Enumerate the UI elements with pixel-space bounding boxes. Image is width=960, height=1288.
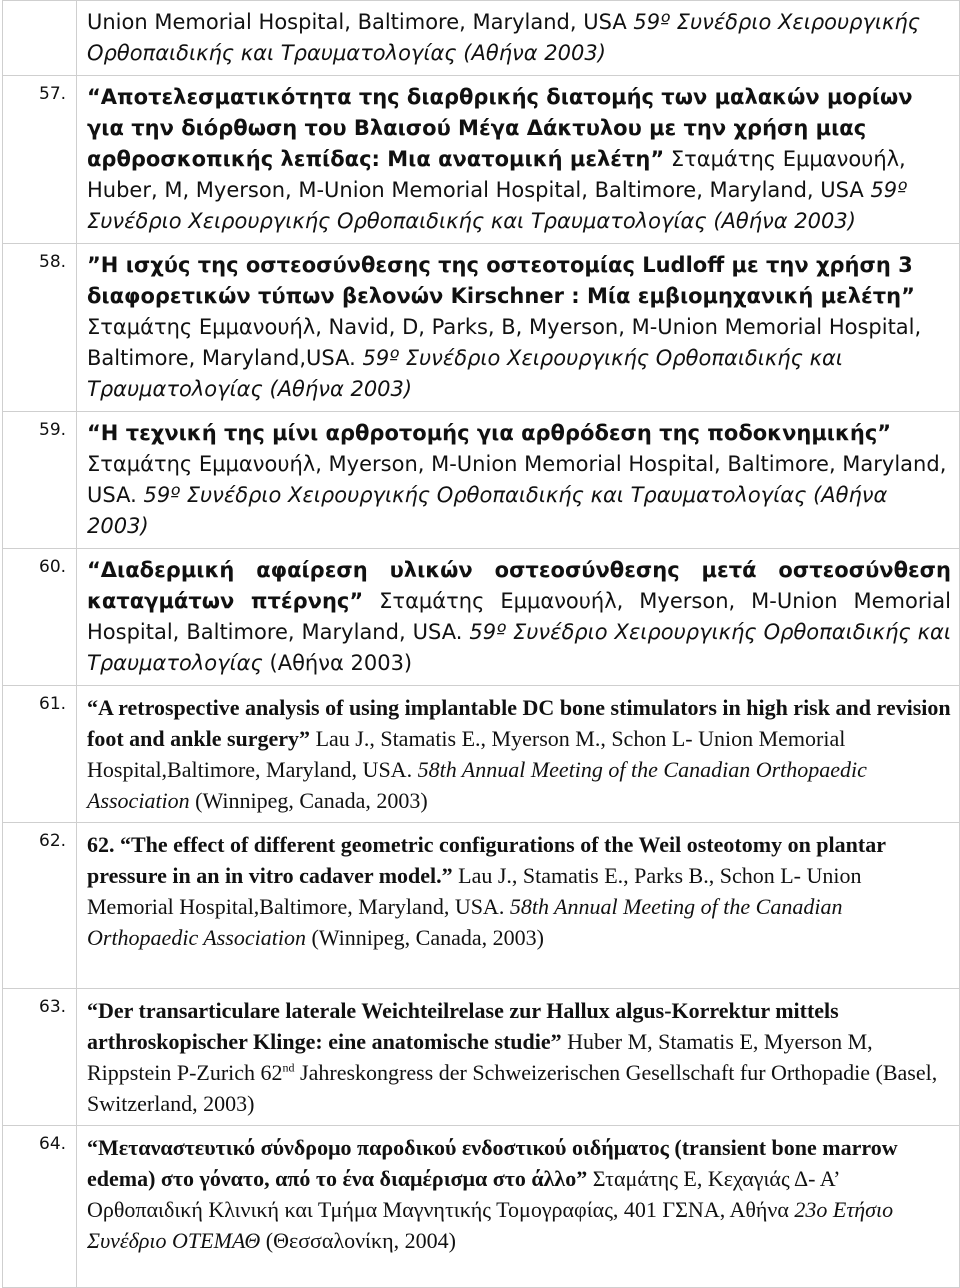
table-row — [3, 549, 960, 686]
entry-title: “Αποτελεσματικότητα της διαρθρικής διατομής των μαλακών μορίων για την διόρθωση του Βλαισού Μέγα Δάκτυλου με την χρήση μιας αρθροσκοπικής λεπίδας: Μια ανατομική μελέτη” — [87, 85, 913, 171]
entry-text — [87, 418, 951, 542]
entry-venue: 23ο Ετήσιο Συνέδριο ΟΤΕΜΑΘ — [87, 1197, 894, 1253]
entry-venue: 59º Συνέδριο Χειρουργικής Ορθοπαιδικής και Τραυματολογίας (Αθήνα 2003) — [87, 346, 843, 401]
entry-text — [87, 82, 951, 237]
entry-body — [77, 823, 960, 989]
entry-venue: 59º Συνέδριο Χειρουργικής Ορθοπαιδικής και Τραυματολογίας (Αθήνα 2003) — [87, 178, 908, 233]
entry-venue-place: Jahreskongress der Schweizerischen Gesellschaft fur Orthopadie (Basel, Switzerland, 2003) — [87, 1060, 938, 1116]
entry-venue-place: (Αθήνα 2003) — [87, 483, 888, 538]
entry-body — [77, 412, 960, 549]
entry-authors: Huber M, Stamatis E, Myerson M, Rippstein P-Zurich 62 — [87, 1029, 873, 1085]
entry-number: 61. — [3, 686, 77, 823]
entry-text — [87, 555, 951, 679]
entry-title: “Der transarticulare laterale Weichteilrelase zur Hallux algus-Korrektur mittels arthroskopischer Klinge: eine anatomische studie” — [87, 998, 839, 1054]
entry-number: 57. — [3, 76, 77, 244]
entry-number: 64. — [3, 1126, 77, 1288]
entry-authors: Σταμάτης Εμμανουήλ, Myerson, M-Union Memorial Hospital, Baltimore, Maryland, USA. — [87, 589, 952, 644]
table-row — [3, 686, 960, 823]
entry-venue: 58th Annual Meeting of the Canadian Orthopaedic Association — [87, 894, 843, 950]
entry-authors: Σταμάτης Εμμανουήλ, Navid, D, Parks, B, Myerson, M-Union Memorial Hospital, Baltimore, Maryland,USA. — [87, 315, 922, 370]
entry-title: “Μεταναστευτικό σύνδρομο παροδικού ενδοστικού οιδήματος (transient bone marrow edema) στο γόνατο, από το ένα διαμέρισμα στο άλλο” — [87, 1135, 898, 1191]
ordinal-suffix: nd — [282, 1060, 295, 1075]
entry-number: 59. — [3, 412, 77, 549]
entry-authors: Σταμάτης Εμμανουήλ, Myerson, M-Union Memorial Hospital, Baltimore, Maryland, USA. — [87, 452, 947, 507]
entry-text — [87, 829, 951, 953]
table-row — [3, 989, 960, 1126]
entry-venue-place: (Αθήνα 2003) — [269, 651, 413, 675]
entry-title: “Η τεχνική της μίνι αρθροτομής για αρθρόδεση της ποδοκνημικής” — [87, 421, 892, 445]
entry-authors: Union Memorial Hospital, Baltimore, Maryland, USA — [87, 10, 627, 34]
entry-venue: 59º Συνέδριο Χειρουργικής Ορθοπαιδικής και Τραυματολογίας (Αθήνα 2003) — [87, 10, 921, 65]
entry-venue: 58th Annual Meeting of the Canadian Orthopaedic Association — [87, 757, 867, 813]
table-row — [3, 823, 960, 989]
table-row — [3, 76, 960, 244]
entry-venue-place: (Winnipeg, Canada, 2003) — [195, 788, 428, 813]
entry-number: 62. — [3, 823, 77, 989]
entry-venue: 59º Συνέδριο Χειρουργικής Ορθοπαιδικής και Τραυματολογίας — [143, 483, 807, 507]
entry-authors: Σταμάτης Ε, Κεχαγιάς Δ- Α’ Ορθοπαιδική Κλινική και Τμήμα Μαγνητικής Τομογραφίας, 401 ΓΣΝΑ, Αθήνα — [87, 1166, 839, 1222]
entry-number: 60. — [3, 549, 77, 686]
entry-body — [77, 1126, 960, 1288]
entry-venue-place: (Winnipeg, Canada, 2003) — [311, 925, 544, 950]
entry-number: 58. — [3, 244, 77, 412]
entry-body — [77, 76, 960, 244]
entry-text — [87, 250, 951, 405]
entry-authors: Lau J., Stamatis E., Parks B., Schon L- Union Memorial Hospital,Baltimore, Maryland, USA. — [87, 863, 862, 919]
entry-title: “Διαδερμική αφαίρεση υλικών οστεοσύνθεσης μετά οστεοσύνθεση καταγμάτων πτέρνης” — [87, 558, 951, 613]
table-row — [3, 244, 960, 412]
entry-title: “A retrospective analysis of using implantable DC bone stimulators in high risk and revision foot and ankle surgery” — [87, 695, 951, 751]
references-table — [2, 0, 960, 1288]
entry-authors: Lau J., Stamatis E., Myerson M., Schon L- Union Memorial Hospital,Baltimore, Maryland, USA. — [87, 726, 846, 782]
entry-number — [3, 1, 77, 76]
table-row — [3, 1, 960, 76]
entry-text — [87, 692, 951, 816]
entry-text — [87, 995, 951, 1119]
entry-venue: 59º Συνέδριο Χειρουργικής Ορθοπαιδικής και Τραυματολογίας — [87, 620, 951, 675]
entry-body — [77, 1, 960, 76]
entry-venue-place: (Θεσσαλονίκη, 2004) — [265, 1228, 456, 1253]
entry-body — [77, 989, 960, 1126]
entry-body — [77, 549, 960, 686]
entry-number: 63. — [3, 989, 77, 1126]
entry-body — [77, 244, 960, 412]
entry-text — [87, 1132, 951, 1256]
entry-authors: Σταμάτης Εμμανουήλ, Huber, M, Myerson, M-Union Memorial Hospital, Baltimore, Maryland, USA — [87, 147, 906, 202]
table-row — [3, 1126, 960, 1288]
entry-text — [87, 7, 951, 69]
table-row — [3, 412, 960, 549]
entry-body — [77, 686, 960, 823]
entry-title: 62. “The effect of different geometric configurations of the Weil osteotomy on plantar pressure in an in vitro cadaver model.” — [87, 832, 886, 888]
entry-title: ”Η ισχύς της οστεοσύνθεσης της οστεοτομίας Ludloff με την χρήση 3 διαφορετικών τύπων βελονών Kirschner : Μία εμβιομηχανική μελέτη” — [87, 253, 915, 308]
